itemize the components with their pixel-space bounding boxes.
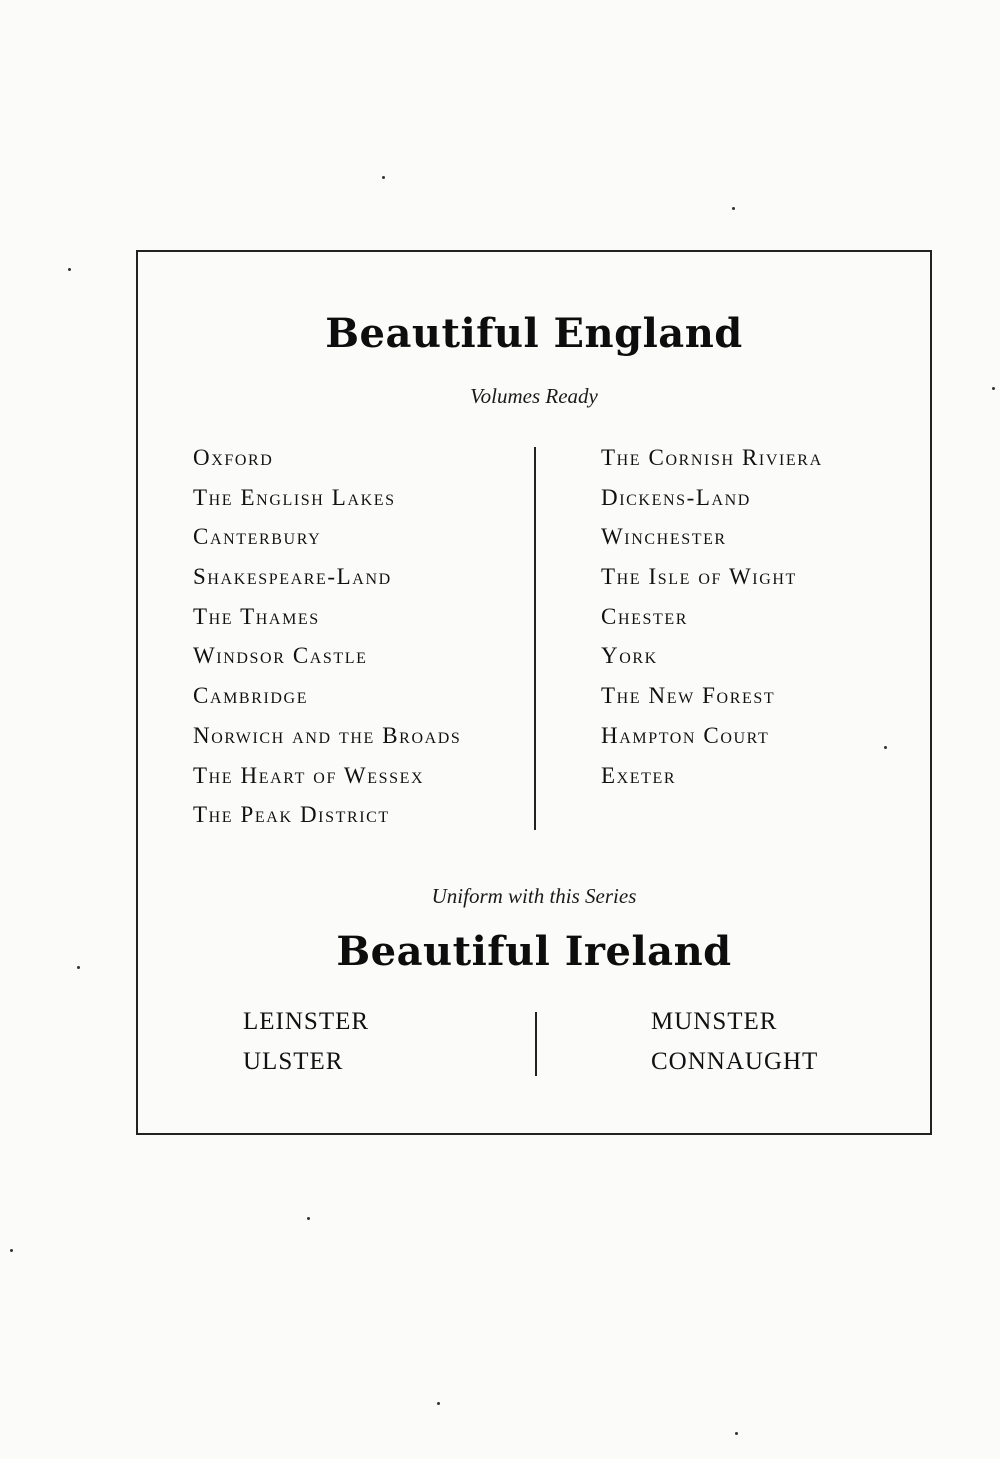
- volume-title: Exeter: [601, 762, 677, 788]
- volume-title: Oxford: [193, 445, 274, 470]
- volume-title: Shakespeare-Land: [193, 564, 392, 590]
- volume-title: The Cornish Riviera: [601, 445, 823, 470]
- volume-title: Canterbury: [193, 524, 322, 550]
- province-title: LEINSTER: [243, 1008, 370, 1035]
- ireland-volumes-right-list: [651, 1002, 818, 1082]
- column-divider: [534, 447, 536, 830]
- advertisement-frame: [136, 250, 932, 1135]
- print-speck: [437, 1402, 440, 1405]
- print-speck: [307, 1217, 310, 1220]
- volume-title: Hampton Court: [601, 722, 770, 748]
- print-speck: [382, 176, 385, 179]
- volumes-ready-subtitle: Volumes Ready: [470, 384, 598, 408]
- print-speck: [68, 268, 71, 271]
- england-series-title: Beautiful England: [325, 310, 743, 357]
- column-divider: [535, 1012, 537, 1076]
- print-speck: [992, 387, 995, 390]
- england-volumes-right-list: [601, 438, 823, 795]
- volume-title: The Isle of Wight: [601, 564, 797, 590]
- volume-title: Winchester: [601, 524, 727, 550]
- ireland-series-title: Beautiful Ireland: [336, 928, 732, 975]
- volume-title: The English Lakes: [193, 484, 396, 510]
- volume-title: Windsor Castle: [193, 643, 368, 669]
- volume-title: The Peak District: [193, 802, 390, 828]
- volume-title: The New Forest: [601, 683, 776, 709]
- ireland-volumes-left-list: [243, 1002, 369, 1082]
- province-title: CONNAUGHT: [651, 1048, 819, 1075]
- volume-title: Chester: [601, 603, 688, 629]
- england-volumes-left-list: [193, 438, 461, 835]
- volume-title: Norwich and the Broads: [193, 722, 462, 748]
- province-title: MUNSTER: [651, 1008, 778, 1035]
- volume-title: The Thames: [193, 603, 320, 629]
- print-speck: [732, 207, 735, 210]
- print-speck: [735, 1432, 738, 1435]
- volume-title: Dickens-Land: [601, 484, 751, 510]
- province-title: ULSTER: [243, 1048, 344, 1075]
- print-speck: [77, 966, 80, 969]
- volume-title: York: [601, 643, 658, 669]
- print-speck: [884, 746, 887, 749]
- uniform-series-subtitle: Uniform with this Series: [431, 884, 637, 908]
- print-speck: [10, 1249, 13, 1252]
- volume-title: Cambridge: [193, 683, 309, 709]
- volume-title: The Heart of Wessex: [193, 762, 425, 788]
